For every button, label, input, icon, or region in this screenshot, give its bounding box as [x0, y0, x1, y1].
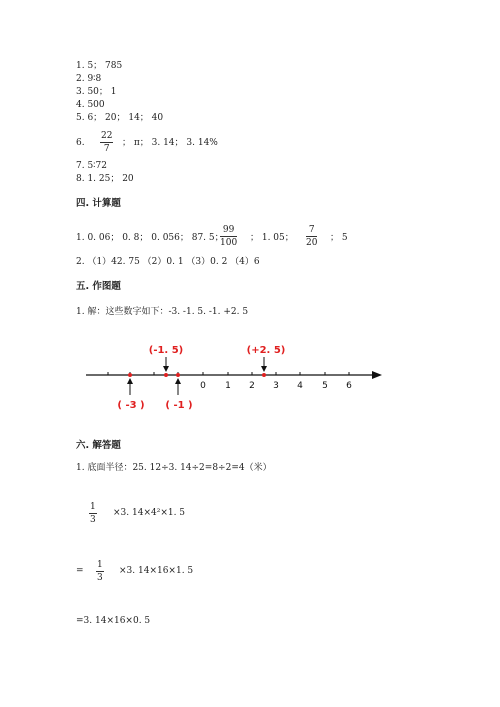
tick-label-4: 4: [297, 381, 303, 391]
down-arrow-icon: [261, 366, 267, 372]
label-plus-2-5: (+2. 5): [246, 345, 286, 356]
solution-fraction-2: [96, 560, 104, 583]
point-minus-1-5: [164, 373, 168, 377]
drawing-line-1: 1. 解：这些数字如下：-3. -1. 5. -1. +2. 5: [76, 307, 249, 317]
axis-arrow-icon: [372, 371, 382, 379]
calc-line-1-part2: ； 1. 05；: [250, 233, 294, 243]
label-minus-3: ( -3 ): [117, 400, 145, 411]
fraction-numerator: 1: [90, 502, 96, 512]
fraction-bar: [89, 513, 97, 514]
solution-line-1: 1. 底面半径：25. 12÷3. 14÷2=8÷2=4（米）: [76, 463, 272, 473]
label-minus-1: ( -1 ): [165, 400, 193, 411]
point-minus-3: [128, 373, 132, 377]
down-arrow-icon: [163, 366, 169, 372]
calc-fraction-2: [306, 225, 317, 248]
answer-line-3: 3. 50； 1: [76, 87, 117, 97]
fraction-bar: [220, 236, 237, 237]
fraction-numerator: 7: [308, 225, 315, 235]
fraction-denominator: 20: [306, 238, 318, 248]
fraction-denominator: 3: [97, 573, 103, 583]
up-arrow-icon: [175, 378, 181, 384]
answer-line-8: 8. 1. 25； 20: [76, 174, 134, 184]
answer-line-7: 7. 5∶72: [76, 161, 107, 171]
answer-line-2: 2. 9∶8: [76, 74, 102, 84]
fraction-bar: [100, 142, 113, 143]
tick-label-2: 2: [249, 381, 255, 391]
calc-line-1-part3: ； 5: [330, 233, 348, 243]
answer-line-1: 1. 5； 785: [76, 61, 123, 71]
tick-label-6: 6: [346, 381, 352, 391]
calc-line-2: 2. （1）42. 75 （2）0. 1 （3）0. 2 （4）6: [76, 257, 260, 267]
point-minus-1: [176, 373, 180, 377]
solution-expr-3: =3. 14×16×0. 5: [76, 616, 151, 626]
calc-line-1-part1: 1. 0. 06； 0. 8； 0. 056； 87. 5；: [76, 233, 224, 243]
fraction-bar: [306, 236, 317, 237]
section-6-heading: 六. 解答题: [76, 440, 121, 451]
answer-line-6-rest: ； π； 3. 14； 3. 14%: [122, 138, 218, 148]
fraction-numerator: 99: [222, 225, 235, 235]
calc-fraction-1: [220, 225, 237, 248]
answer-6-fraction: [100, 131, 113, 154]
label-minus-1-5: (-1. 5): [148, 345, 184, 356]
tick-label-5: 5: [322, 381, 328, 391]
section-4-heading: 四. 计算题: [76, 198, 121, 209]
point-plus-2-5: [262, 373, 266, 377]
answer-line-6-prefix: 6.: [76, 138, 85, 148]
up-arrow-icon: [127, 378, 133, 384]
fraction-numerator: 22: [101, 131, 113, 141]
solution-equals: =: [76, 566, 84, 576]
solution-expr-2: ×3. 14×16×1. 5: [119, 566, 194, 576]
answer-line-5: 5. 6； 20； 14； 40: [76, 113, 164, 123]
fraction-bar: [96, 571, 104, 572]
fraction-denominator: 7: [103, 144, 110, 154]
tick-label-1: 1: [225, 381, 231, 391]
solution-fraction-1: [89, 502, 97, 525]
section-5-heading: 五. 作图题: [76, 281, 121, 292]
tick-label-0: 0: [200, 381, 206, 391]
number-line-figure: [0, 335, 500, 425]
solution-expr-1: ×3. 14×4²×1. 5: [113, 508, 186, 518]
answer-line-4: 4. 500: [76, 100, 105, 110]
tick-label-3: 3: [273, 381, 279, 391]
fraction-denominator: 3: [90, 515, 96, 525]
fraction-denominator: 100: [220, 238, 238, 248]
fraction-numerator: 1: [97, 560, 103, 570]
